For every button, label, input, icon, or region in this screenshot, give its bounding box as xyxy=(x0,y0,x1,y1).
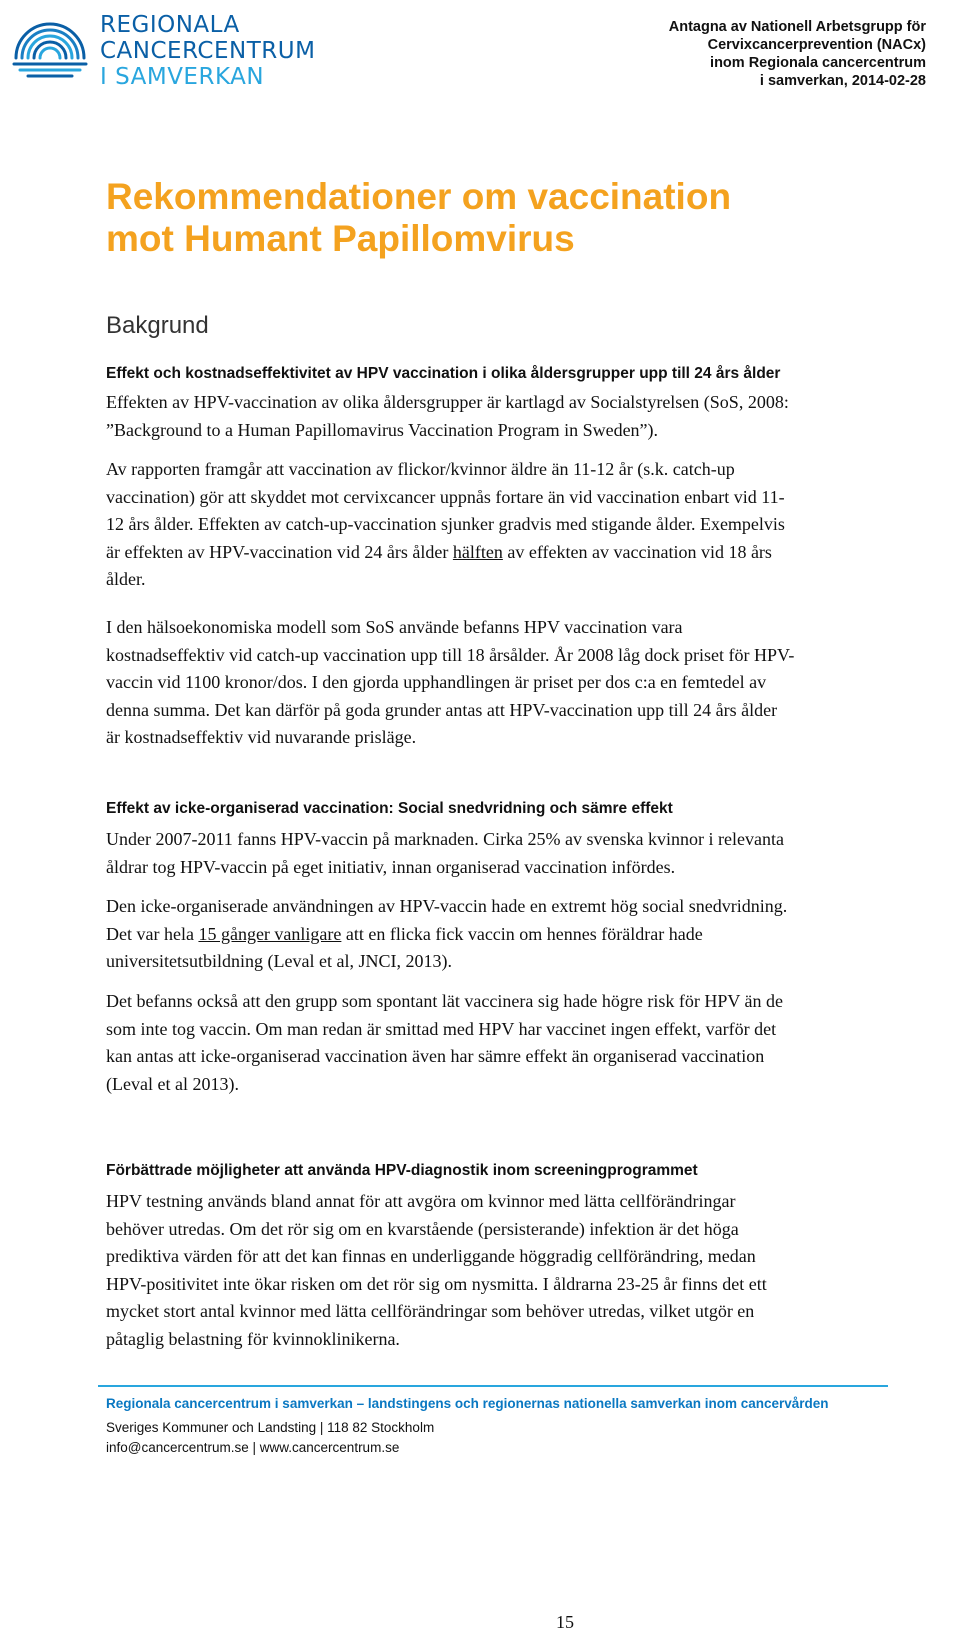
approval-line: Antagna av Nationell Arbetsgrupp för xyxy=(668,19,926,35)
approval-note xyxy=(566,18,926,90)
page-title xyxy=(106,176,886,260)
paragraph xyxy=(106,988,906,1098)
text-line: behöver utredas. Om det rör sig om en kvarstående (persisterande) infektion är det höga xyxy=(106,1218,739,1239)
text-line: påtaglig belastning för kvinnoklinikerna. xyxy=(106,1328,400,1349)
paragraph xyxy=(106,614,906,752)
text-line: mycket stort antal kvinnor med lätta cellförändringar som behöver utredas, vilket utgör en xyxy=(106,1301,755,1321)
text-line: kan antas att icke-organiserad vaccination även har sämre effekt än organiserad vaccination xyxy=(106,1046,765,1066)
text-line: universitetsutbildning (Leval et al, JNCI, 2013). xyxy=(106,951,452,971)
text-span: av effekten av vaccination vid 18 års xyxy=(502,541,772,562)
text-line: Det befanns också att den grupp som spontant lät vaccinera sig hade högre risk för HPV än de xyxy=(106,991,783,1011)
text-line: HPV testning används bland annat för att avgöra om kvinnor med lätta cellförändringar xyxy=(106,1191,736,1211)
logo-line-2: CANCERCENTRUM xyxy=(100,38,316,64)
underlined-text: 15 gånger vanligare xyxy=(198,923,342,944)
section-heading: Effekt och kostnadseffektivitet av HPV vaccination i olika åldersgrupper upp till 24 års ålder xyxy=(106,365,781,382)
text-line: som inte tog vaccin. Om man redan är smittad med HPV har vaccinet ingen effekt, varför det xyxy=(106,1018,777,1039)
text-line: (Leval et al 2013). xyxy=(106,1073,239,1094)
title-line-2: mot Humant Papillomvirus xyxy=(106,218,575,259)
approval-line: i samverkan, 2014-02-28 xyxy=(759,73,926,89)
footer-tagline: Regionala cancercentrum i samverkan – landstingens och regionernas nationella samverkan inom cancervården xyxy=(106,1396,829,1411)
text-line: prediktiva värden för att det kan finnas en underliggande höggradig cellförändring, medan xyxy=(106,1246,756,1266)
text-span: är effekten av HPV-vaccination vid 24 års ålder xyxy=(106,541,453,562)
underlined-text: hälften xyxy=(452,541,503,562)
paragraph xyxy=(106,389,906,444)
text-line: HPV-positivitet inte ökar risken om det rör sig om nysmitta. I åldrarna 23-25 år finns det ett xyxy=(106,1273,767,1294)
text-line: Av rapporten framgår att vaccination av flickor/kvinnor äldre än 11-12 år (s.k. catch-up xyxy=(106,459,735,479)
approval-line: Cervixcancerprevention (NACx) xyxy=(707,37,926,53)
paragraph xyxy=(106,826,906,881)
text-line: I den hälsoekonomiska modell som SoS använde befanns HPV vaccination vara xyxy=(106,617,683,637)
footer-contact: info@cancercentrum.se | www.cancercentrum.se xyxy=(106,1440,400,1455)
text-line: är kostnadseffektiv vid nuvarande prisläge. xyxy=(106,727,417,747)
page-number: 15 xyxy=(556,1612,574,1632)
text-line: ”Background to a Human Papillomavirus Vaccination Program in Sweden”). xyxy=(106,419,659,440)
section-heading: Effekt av icke-organiserad vaccination: Social snedvridning och sämre effekt xyxy=(106,800,673,817)
approval-line: inom Regionala cancercentrum xyxy=(710,55,926,71)
text-line xyxy=(106,921,906,949)
logo xyxy=(4,6,316,98)
text-line: Effekten av HPV-vaccination av olika åldersgrupper är kartlagd av Socialstyrelsen (SoS, 2008: xyxy=(106,392,789,412)
text-line: åldrar tog HPV-vaccin på eget initiativ, innan organiserad vaccination infördes. xyxy=(106,856,676,877)
text-span: att en flicka fick vaccin om hennes föräldrar hade xyxy=(341,923,703,944)
text-line: 12 års ålder. Effekten av catch-up-vaccination sjunker gradvis med stigande ålder. Exempelvis xyxy=(106,514,785,534)
text-line: kostnadseffektiv vid catch-up vaccination upp till 18 årsålder. År 2008 låg dock priset för HPV- xyxy=(106,644,795,665)
logo-line-1: REGIONALA xyxy=(100,12,240,38)
paragraph xyxy=(106,1188,906,1353)
logo-line-3: I SAMVERKAN xyxy=(100,64,265,90)
logo-mark-icon xyxy=(4,6,96,98)
text-line: vaccination) gör att skyddet mot cervixcancer uppnås fortare än vid vaccination enbart vid 11- xyxy=(106,486,785,507)
paragraph xyxy=(106,893,906,976)
text-line xyxy=(106,539,906,567)
text-line: ålder. xyxy=(106,569,146,589)
text-span: Det var hela xyxy=(106,923,199,944)
section-title: Bakgrund xyxy=(106,312,209,339)
text-line: Den icke-organiserade användningen av HPV-vaccin hade en extremt hög social snedvridning. xyxy=(106,896,788,916)
text-line: Under 2007-2011 fanns HPV-vaccin på marknaden. Cirka 25% av svenska kvinnor i relevanta xyxy=(106,829,784,849)
text-line: vaccin vid 1100 kronor/dos. I den gjorda upphandlingen är priset per dos c:a en femtedel av xyxy=(106,672,767,692)
paragraph xyxy=(106,456,906,594)
footer-divider xyxy=(98,1385,888,1387)
footer-address: Sveriges Kommuner och Landsting | 118 82 Stockholm xyxy=(106,1420,435,1435)
section-heading: Förbättrade möjligheter att använda HPV-diagnostik inom screeningprogrammet xyxy=(106,1162,698,1179)
title-line-1: Rekommendationer om vaccination xyxy=(106,176,732,217)
text-line: denna summa. Det kan därför på goda grunder antas att HPV-vaccination upp till 24 års ålder xyxy=(106,699,778,720)
